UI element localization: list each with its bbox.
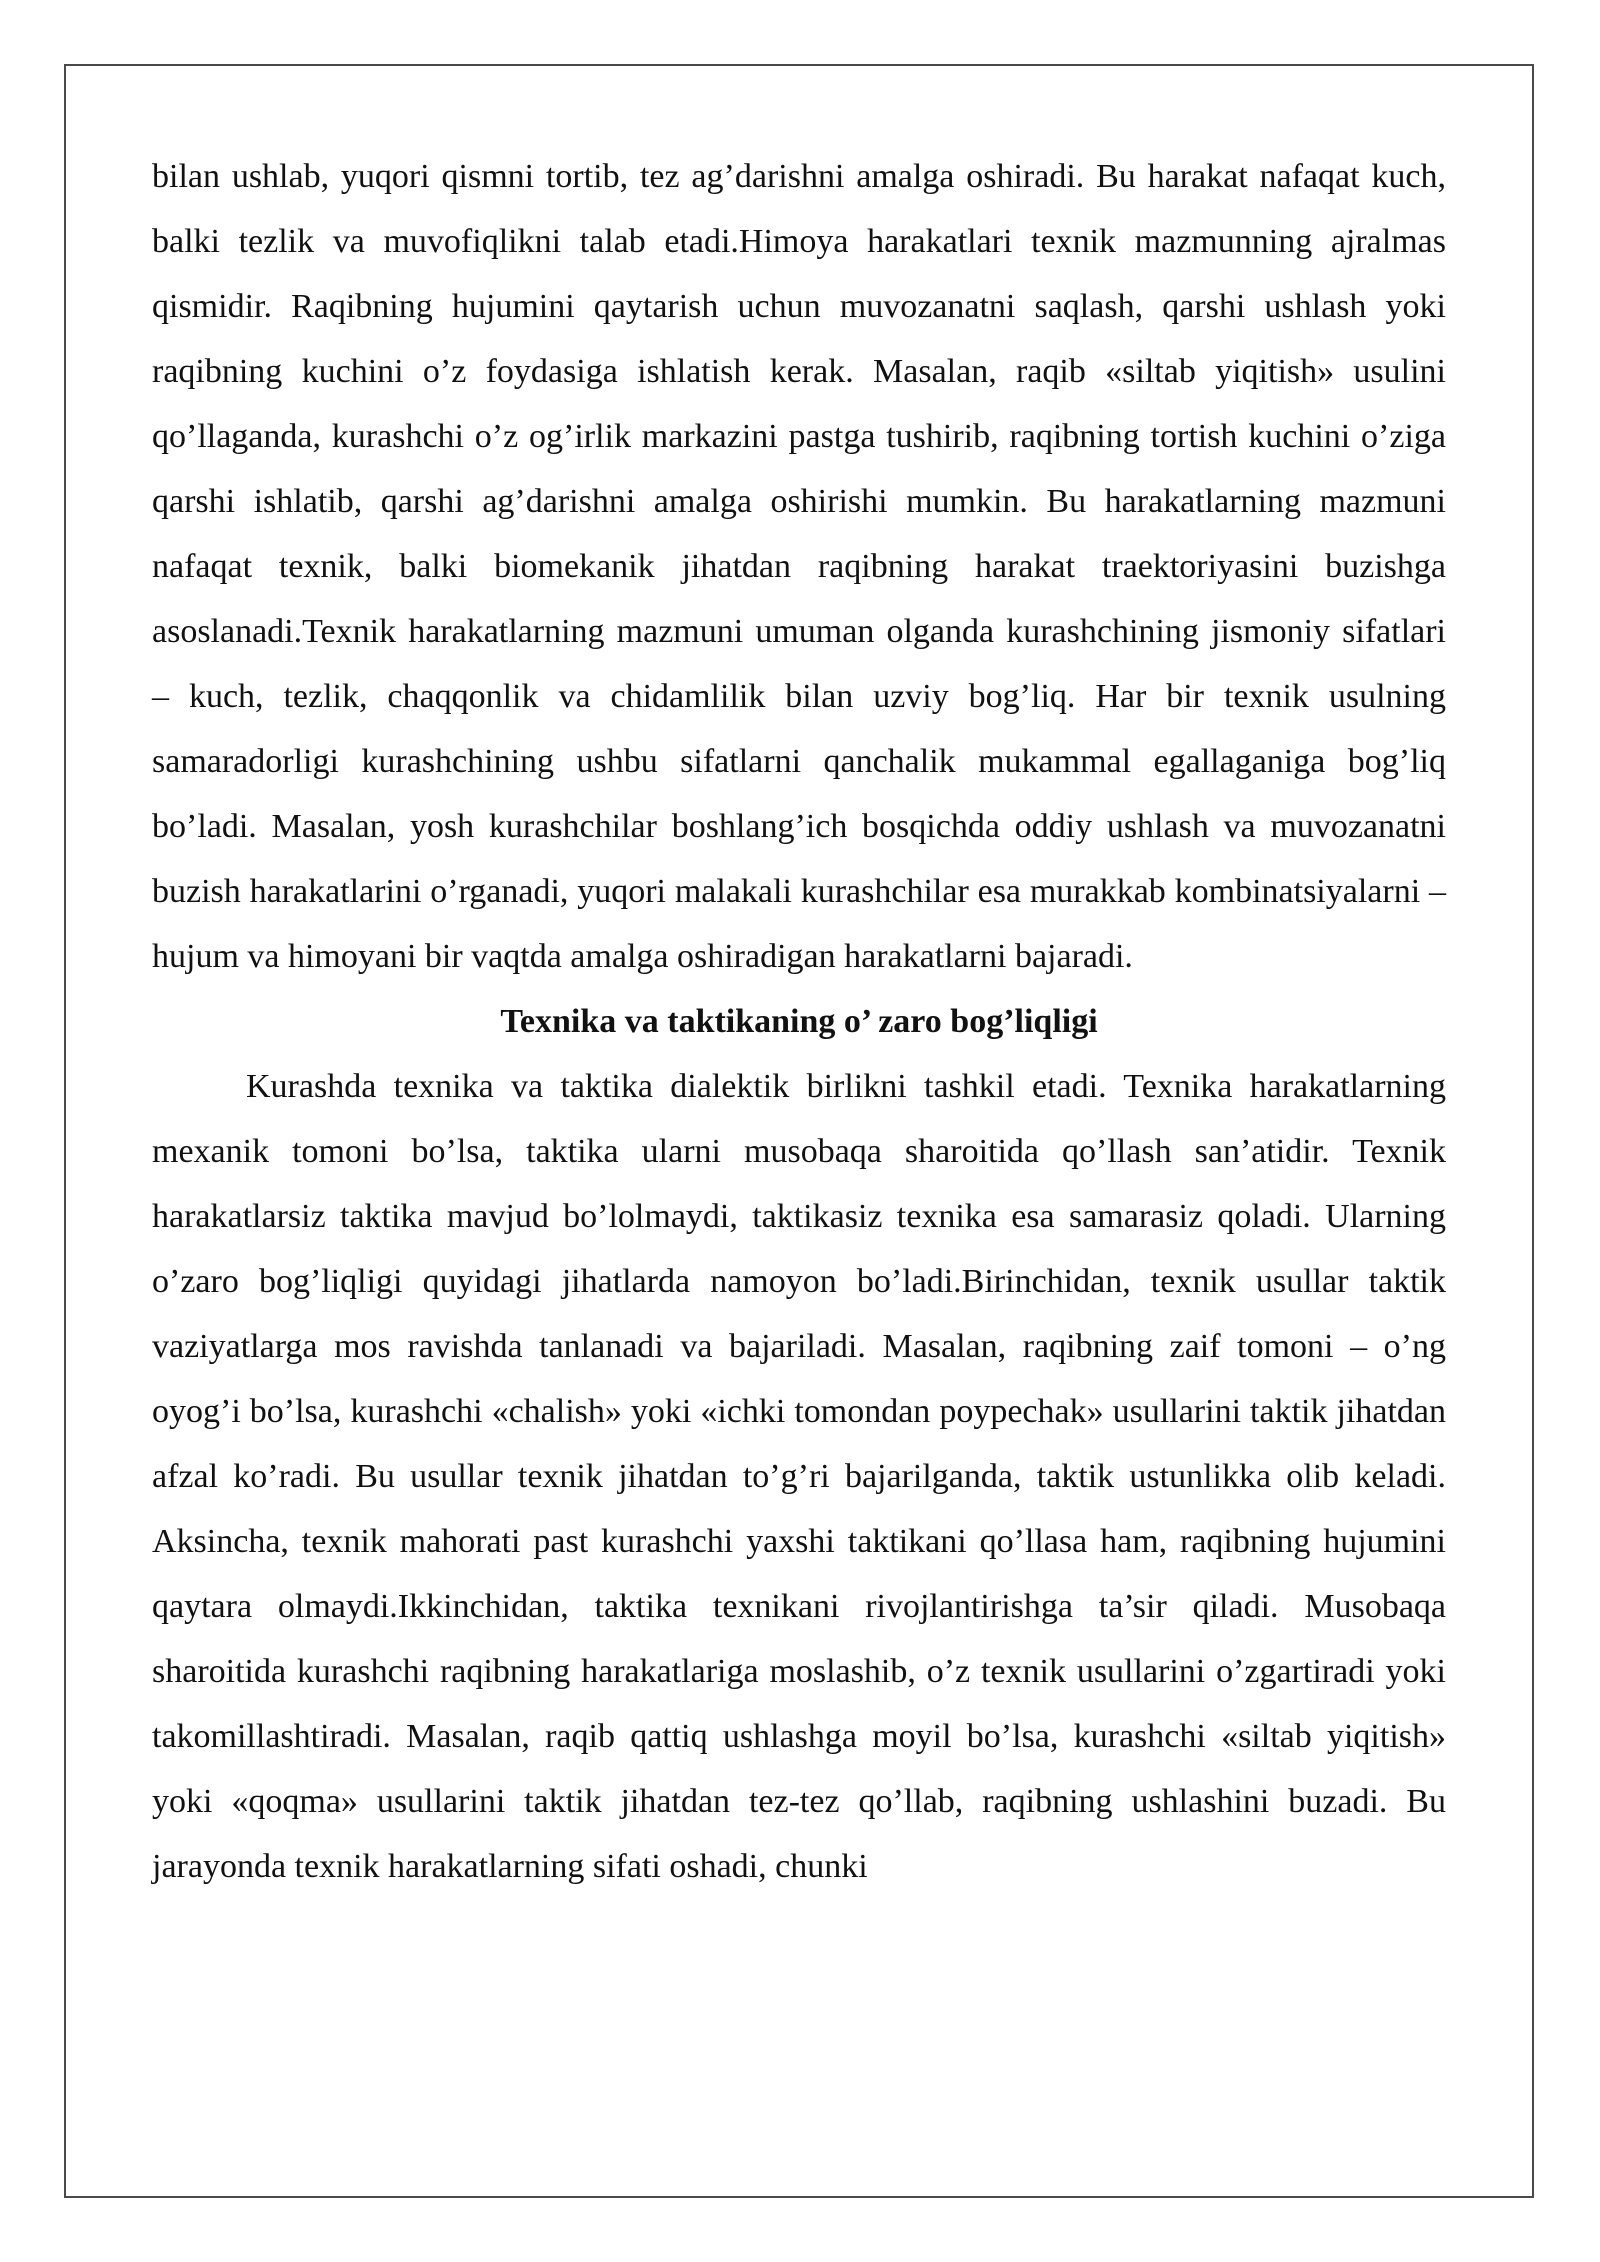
document-body	[152, 144, 1446, 1899]
section-heading: Texnika va taktikaning o’ zaro bog’liqligi	[500, 1003, 1098, 1040]
paragraph-continuation: bilan ushlab, yuqori qismni tortib, tez ag’darishni amalga oshiradi. Bu harakat nafaqat kuch, balki tezlik va muvofiqlikni talab etadi.Himoya harakatlari texnik mazmunning ajralmas qismidir. Raqibning hujumini qaytarish uchun muvozanatni saqlash, qarshi ushlash yoki raqibning kuchini o’z foydasiga ishlatish kerak. Masalan, raqib «siltab yiqitish» usulini qo’llaganda, kurashchi o’z og’irlik markazini pastga tushirib, raqibning tortish kuchini o’ziga qarshi ishlatib, qarshi ag’darishni amalga oshirishi mumkin. Bu harakatlarning mazmuni nafaqat texnik, balki biomekanik jihatdan raqibning harakat traektoriyasini buzishga asoslanadi.Texnik harakatlarning mazmuni umuman olganda kurashchining jismoniy sifatlari – kuch, tezlik, chaqqonlik va chidamlilik bilan uzviy bog’liq. Har bir texnik usulning samaradorligi kurashchining ushbu sifatlarni qanchalik mukammal egallaganiga bog’liq bo’ladi. Masalan, yosh kurashchilar boshlang’ich bosqichda oddiy ushlash va muvozanatni buzish harakatlarini o’rganadi, yuqori malakali kurashchilar esa murakkab kombinatsiyalarni – hujum va himoyani bir vaqtda amalga oshiradigan harakatlarni bajaradi.	[152, 158, 1446, 975]
paragraph-section-body: Kurashda texnika va taktika dialektik birlikni tashkil etadi. Texnika harakatlarning mexanik tomoni bo’lsa, taktika ularni musobaqa sharoitida qo’llash san’atidir. Texnik harakatlarsiz taktika mavjud bo’lolmaydi, taktikasiz texnika esa samarasiz qoladi. Ularning o’zaro bog’liqligi quyidagi jihatlarda namoyon bo’ladi.Birinchidan, texnik usullar taktik vaziyatlarga mos ravishda tanlanadi va bajariladi. Masalan, raqibning zaif tomoni – o’ng oyog’i bo’lsa, kurashchi «chalish» yoki «ichki tomondan poypechak» usullarini taktik jihatdan afzal ko’radi. Bu usullar texnik jihatdan to’g’ri bajarilganda, taktik ustunlikka olib keladi. Aksincha, texnik mahorati past kurashchi yaxshi taktikani qo’llasa ham, raqibning hujumini qaytara olmaydi.Ikkinchidan, taktika texnikani rivojlantirishga ta’sir qiladi. Musobaqa sharoitida kurashchi raqibning harakatlariga moslashib, o’z texnik usullarini o’zgartiradi yoki takomillashtiradi. Masalan, raqib qattiq ushlashga moyil bo’lsa, kurashchi «siltab yiqitish» yoki «qoqma» usullarini taktik jihatdan tez-tez qo’llab, raqibning ushlashini buzadi. Bu jarayonda texnik harakatlarning sifati oshadi, chunki	[152, 1068, 1446, 1885]
